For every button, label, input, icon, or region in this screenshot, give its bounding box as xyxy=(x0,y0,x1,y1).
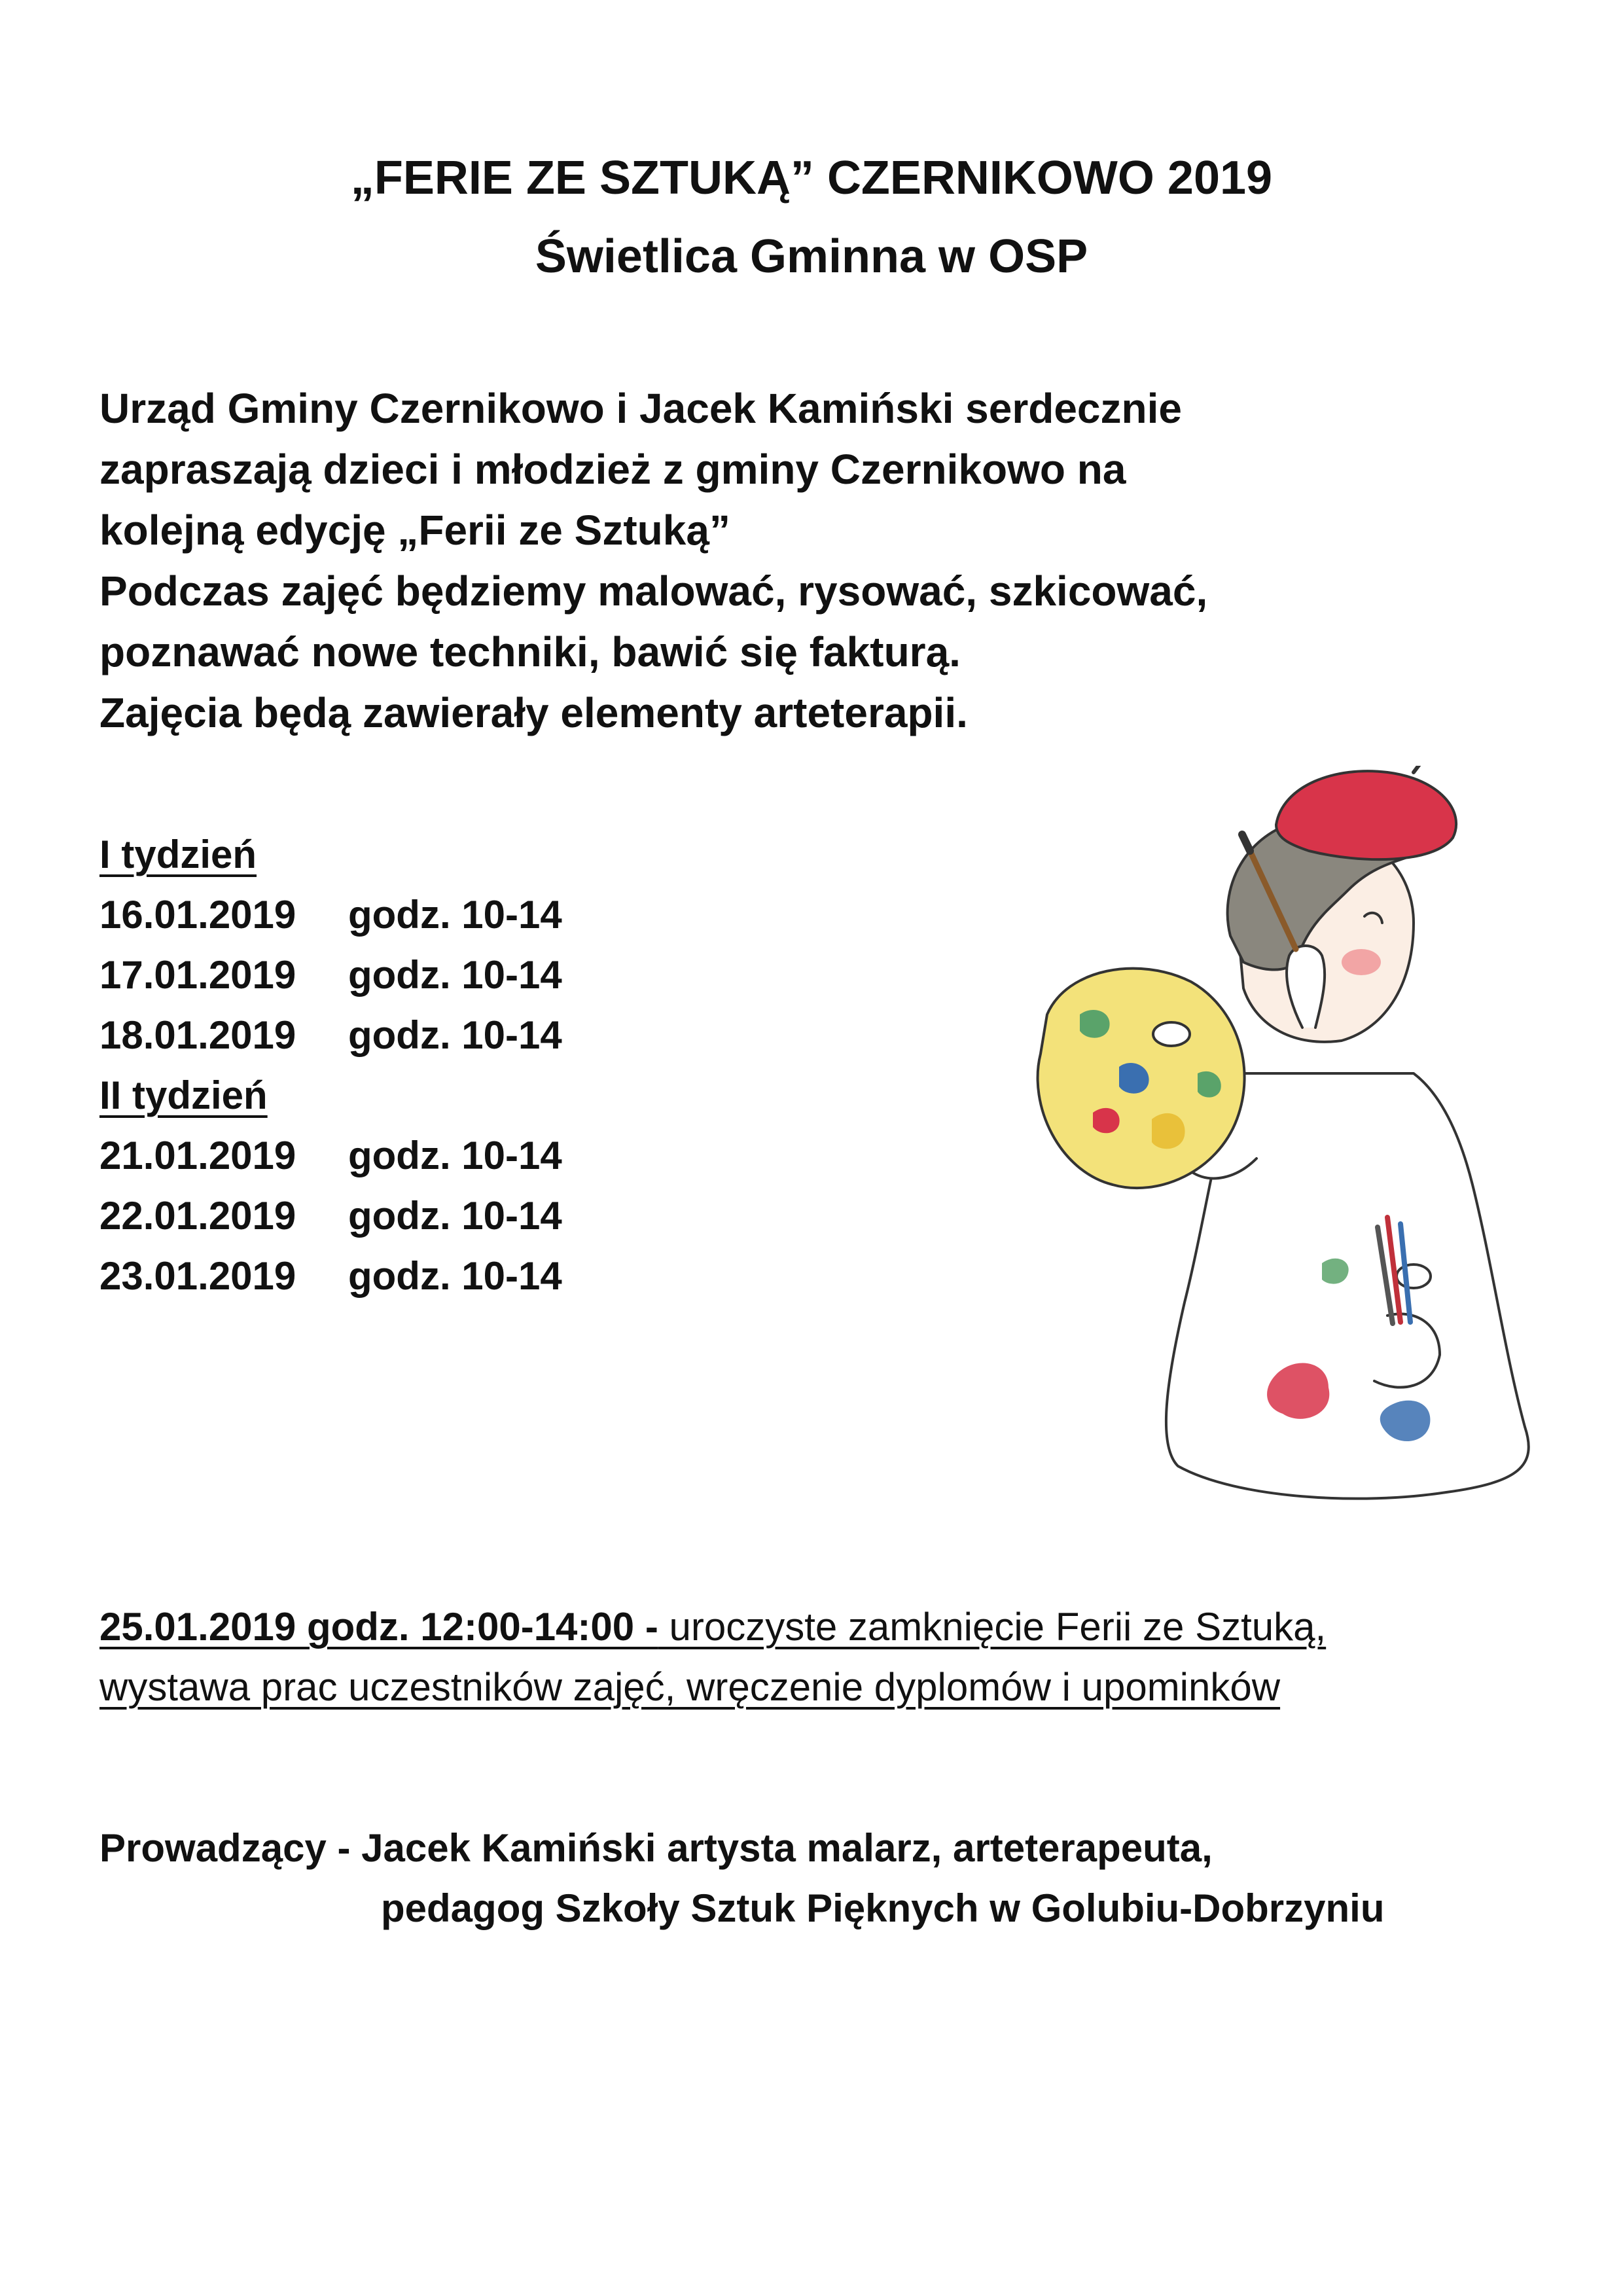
closing-line xyxy=(99,1597,1572,1657)
child-painter-illustration xyxy=(1021,766,1558,1518)
closing-line: wystawa prac uczestników zajęć, wręczenie dyplomów i upominków xyxy=(99,1665,1281,1709)
session-time: godz. 10-14 xyxy=(348,893,562,937)
session-time: godz. 10-14 xyxy=(348,953,562,997)
schedule-row xyxy=(99,1186,950,1246)
schedule-row xyxy=(99,1246,950,1306)
closing-ceremony xyxy=(99,1597,1572,1717)
instructor-line: pedagog Szkoły Sztuk Pięknych w Golubiu-Dobrzyniu xyxy=(381,1886,1385,1930)
schedule-row xyxy=(99,1126,950,1186)
instructor-line: Prowadzący - Jacek Kamiński artysta malarz, arteterapeuta, xyxy=(99,1826,1213,1870)
schedule xyxy=(99,825,950,1306)
intro-line: Zajęcia będą zawierały elementy arteterapii. xyxy=(99,689,968,736)
instructor-info xyxy=(99,1818,1572,1939)
poster-title: „FERIE ZE SZTUKĄ” CZERNIKOWO 2019 xyxy=(350,152,1273,204)
beret xyxy=(1276,771,1456,859)
intro-line: Urząd Gminy Czernikowo i Jacek Kamiński serdecznie xyxy=(99,385,1182,432)
session-time: godz. 10-14 xyxy=(348,1194,562,1238)
session-date: 22.01.2019 xyxy=(99,1194,296,1238)
session-time: godz. 10-14 xyxy=(348,1013,562,1057)
schedule-row xyxy=(99,945,950,1005)
closing-datetime: 25.01.2019 godz. 12:00-14:00 - xyxy=(99,1605,658,1649)
intro-line: Podczas zajęć będziemy malować, rysować, szkicować, xyxy=(99,567,1208,615)
session-date: 17.01.2019 xyxy=(99,953,296,997)
intro-line: poznawać nowe techniki, bawić się fakturą. xyxy=(99,628,961,675)
session-date: 23.01.2019 xyxy=(99,1254,296,1298)
poster-subtitle: Świetlica Gminna w OSP xyxy=(535,230,1088,283)
session-date: 21.01.2019 xyxy=(99,1134,296,1177)
session-time: godz. 10-14 xyxy=(348,1134,562,1177)
schedule-row xyxy=(99,885,950,945)
week-label: I tydzień xyxy=(99,833,257,876)
week-label: II tydzień xyxy=(99,1073,268,1117)
closing-description: uroczyste zamknięcie Ferii ze Sztuką, xyxy=(658,1605,1327,1649)
intro-line: zapraszają dzieci i młodzież z gminy Czernikowo na xyxy=(99,446,1126,493)
session-date: 18.01.2019 xyxy=(99,1013,296,1057)
session-time: godz. 10-14 xyxy=(348,1254,562,1298)
intro-text xyxy=(99,378,1539,744)
intro-line: kolejną edycję „Ferii ze Sztuką” xyxy=(99,507,730,554)
schedule-row xyxy=(99,1005,950,1066)
session-date: 16.01.2019 xyxy=(99,893,296,937)
